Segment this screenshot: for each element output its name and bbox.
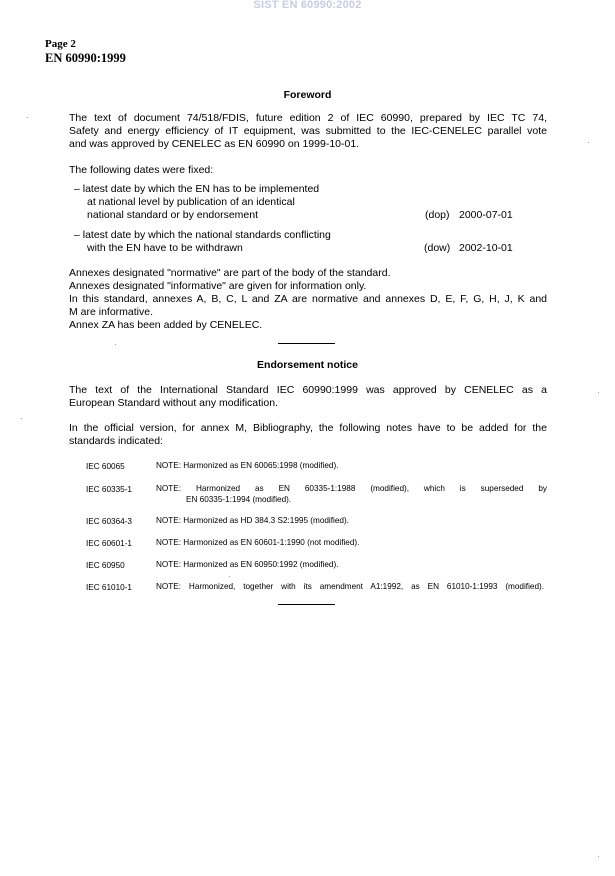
watermark: SIST EN 60990:2002	[253, 0, 362, 11]
note-standard-code: IEC 60364-3	[86, 517, 132, 526]
note-text: NOTE: Harmonized as EN 60335-1:1988 (modified), which is superseded by	[156, 484, 547, 493]
note-text: NOTE: Harmonized as HD 384.3 S2:1995 (modified).	[156, 516, 349, 525]
foreword-title: Foreword	[283, 89, 332, 101]
endorsement-title: Endorsement notice	[257, 359, 358, 371]
standard-number: EN 60990:1999	[45, 51, 126, 65]
scan-speck	[21, 418, 22, 419]
date-code: (dow)	[424, 242, 451, 254]
scan-speck	[115, 344, 116, 345]
note-text: NOTE: Harmonized, together with its amendment A1:1992, as EN 61010-1:1993 (modified).	[156, 582, 544, 591]
note-text: NOTE: Harmonized as EN 60601-1:1990 (not modified).	[156, 538, 360, 547]
foreword-paragraph-line: Safety and energy efficiency of IT equipment, was submitted to the IEC-CENELEC parallel vote	[69, 125, 547, 137]
date-code: (dop)	[425, 209, 450, 221]
endorsement-paragraph-line: In the official version, for annex M, Bibliography, the following notes have to be added for the	[69, 422, 547, 434]
endorsement-paragraph-line: European Standard without any modification.	[69, 397, 278, 409]
annex-line: M are informative.	[69, 306, 154, 318]
note-standard-code: IEC 61010-1	[86, 583, 132, 592]
note-text: NOTE: Harmonized as EN 60950:1992 (modified).	[156, 560, 339, 569]
note-standard-code: IEC 60065	[86, 462, 125, 471]
dates-intro: The following dates were fixed:	[69, 164, 214, 176]
annex-line: Annexes designated "normative" are part of the body of the standard.	[69, 267, 391, 279]
date-item-line: at national level by publication of an identical	[87, 196, 295, 208]
date-item-line: – latest date by which the EN has to be implemented	[74, 183, 320, 195]
note-text: NOTE: Harmonized as EN 60065:1998 (modified).	[156, 461, 339, 470]
scan-speck	[229, 576, 230, 577]
date-value: 2002-10-01	[459, 242, 513, 254]
foreword-paragraph-line: and was approved by CENELEC as EN 60990 on 1999-10-01.	[69, 138, 360, 150]
end-divider	[278, 604, 335, 605]
page-number: Page 2	[45, 38, 76, 50]
date-item-line: – latest date by which the national standards conflicting	[74, 229, 331, 241]
scan-speck	[588, 142, 589, 143]
note-standard-code: IEC 60950	[86, 561, 125, 570]
note-standard-code: IEC 60601-1	[86, 539, 132, 548]
scan-speck	[598, 856, 599, 857]
endorsement-paragraph-line: standards indicated:	[69, 435, 163, 447]
foreword-paragraph-line: The text of document 74/518/FDIS, future edition 2 of IEC 60990, prepared by IEC TC 74,	[69, 112, 547, 124]
date-item-line: national standard or by endorsement	[87, 209, 259, 221]
annex-line: Annexes designated "informative" are given for information only.	[69, 280, 367, 292]
note-standard-code: IEC 60335-1	[86, 485, 132, 494]
section-divider	[278, 343, 335, 344]
note-text: EN 60335-1:1994 (modified).	[186, 495, 292, 504]
scan-speck	[598, 392, 599, 393]
scan-speck	[27, 117, 28, 118]
date-value: 2000-07-01	[459, 209, 513, 221]
date-item-line: with the EN have to be withdrawn	[87, 242, 243, 254]
annex-line: In this standard, annexes A, B, C, L and ZA are normative and annexes D, E, F, G, H, J, K and	[69, 293, 547, 305]
endorsement-paragraph-line: The text of the International Standard IEC 60990:1999 was approved by CENELEC as a	[69, 384, 547, 396]
annex-line: Annex ZA has been added by CENELEC.	[69, 319, 263, 331]
